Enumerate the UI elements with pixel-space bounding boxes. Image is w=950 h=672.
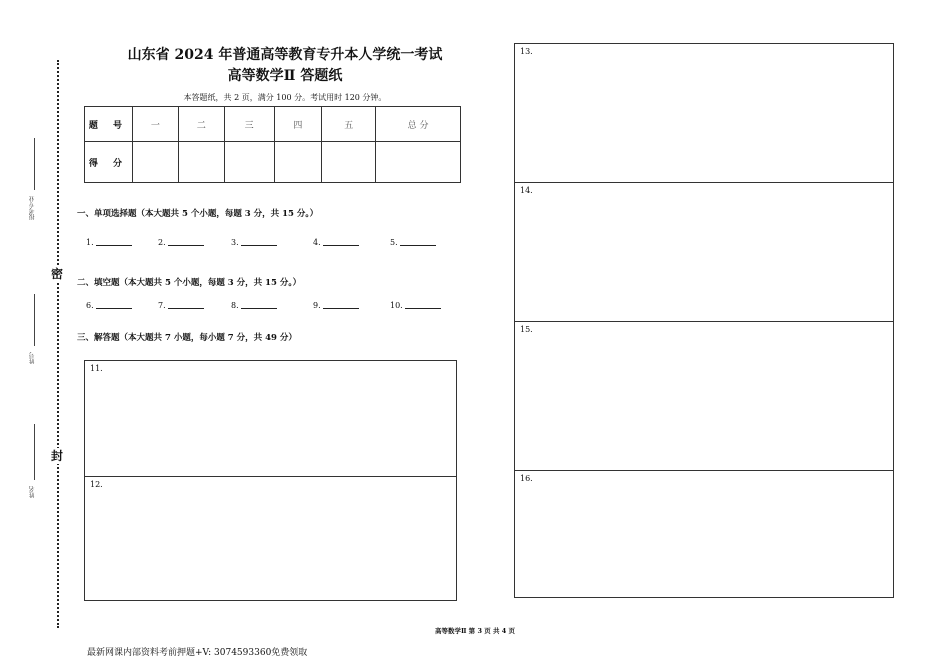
answer-box-11-12 (84, 360, 457, 601)
choice-item-5[interactable]: 5. (390, 238, 436, 247)
exam-info: 本答题纸，共 2 页，满分 100 分。考试用时 120 分钟。 (183, 93, 387, 102)
seal-char-mi: 密 (51, 267, 64, 281)
score-cell-1[interactable] (132, 142, 178, 183)
choice-item-3[interactable]: 3. (231, 238, 277, 247)
section-fill-heading: 二、填空题（本大题共 5 个小题，每题 3 分，共 15 分。） (77, 278, 302, 288)
answer-divider (515, 321, 893, 322)
choice-item-2[interactable]: 2. (158, 238, 204, 247)
name-write-line (34, 424, 35, 480)
score-col-5: 五 (322, 107, 376, 142)
answer-divider (85, 476, 456, 477)
score-col-3: 三 (224, 107, 274, 142)
label-id: 姓号 (29, 352, 36, 364)
question-number-15: 15. (520, 325, 533, 334)
binding-dotted-line (57, 60, 59, 628)
score-col-2: 二 (178, 107, 224, 142)
page-footer: 高等数学Ⅱ 第 3 页 共 4 页 (434, 627, 516, 635)
score-cell-2[interactable] (178, 142, 224, 183)
score-cell-total[interactable] (376, 142, 461, 183)
score-cell-5[interactable] (322, 142, 376, 183)
score-cell-4[interactable] (274, 142, 322, 183)
score-table-row1-label: 题 号 (85, 107, 133, 142)
question-number-14: 14. (520, 186, 533, 195)
answer-divider (515, 182, 893, 183)
answer-sheet-subtitle: 高等数学Ⅱ 答题纸 (227, 68, 343, 84)
id-write-line (34, 294, 35, 346)
score-col-1: 一 (132, 107, 178, 142)
score-col-4: 四 (274, 107, 322, 142)
answer-divider (515, 470, 893, 471)
fill-item-7[interactable]: 7. (158, 301, 204, 310)
section-choice-heading: 一、单项选择题（本大题共 5 个小题，每题 3 分，共 15 分。） (77, 209, 319, 219)
promo-text: 最新网课内部资料考前押题+V: 3074593360免费领取 (87, 648, 308, 658)
fill-item-10[interactable]: 10. (390, 301, 441, 310)
answer-box-13-16 (514, 43, 894, 598)
question-number-12: 12. (90, 480, 103, 489)
seal-char-feng: 封 (51, 449, 64, 463)
label-name: 姓名 (29, 486, 36, 498)
question-number-11: 11. (90, 364, 103, 373)
exam-title: 山东省 2024 年普通高等教育专升本人学统一考试 (127, 47, 443, 63)
score-table-row2-label: 得 分 (85, 142, 133, 183)
choice-item-1[interactable]: 1. (86, 238, 132, 247)
fill-item-9[interactable]: 9. (313, 301, 359, 310)
score-table (84, 106, 461, 183)
choice-item-4[interactable]: 4. (313, 238, 359, 247)
major-write-line (34, 138, 35, 190)
fill-item-8[interactable]: 8. (231, 301, 277, 310)
section-solve-heading: 三、解答题（本大题共 7 小题，每小题 7 分，共 49 分） (77, 333, 297, 343)
fill-item-6[interactable]: 6. (86, 301, 132, 310)
score-cell-3[interactable] (224, 142, 274, 183)
label-major: 报考专业 (29, 196, 36, 220)
score-col-total: 总 分 (376, 107, 461, 142)
question-number-13: 13. (520, 47, 533, 56)
question-number-16: 16. (520, 474, 533, 483)
